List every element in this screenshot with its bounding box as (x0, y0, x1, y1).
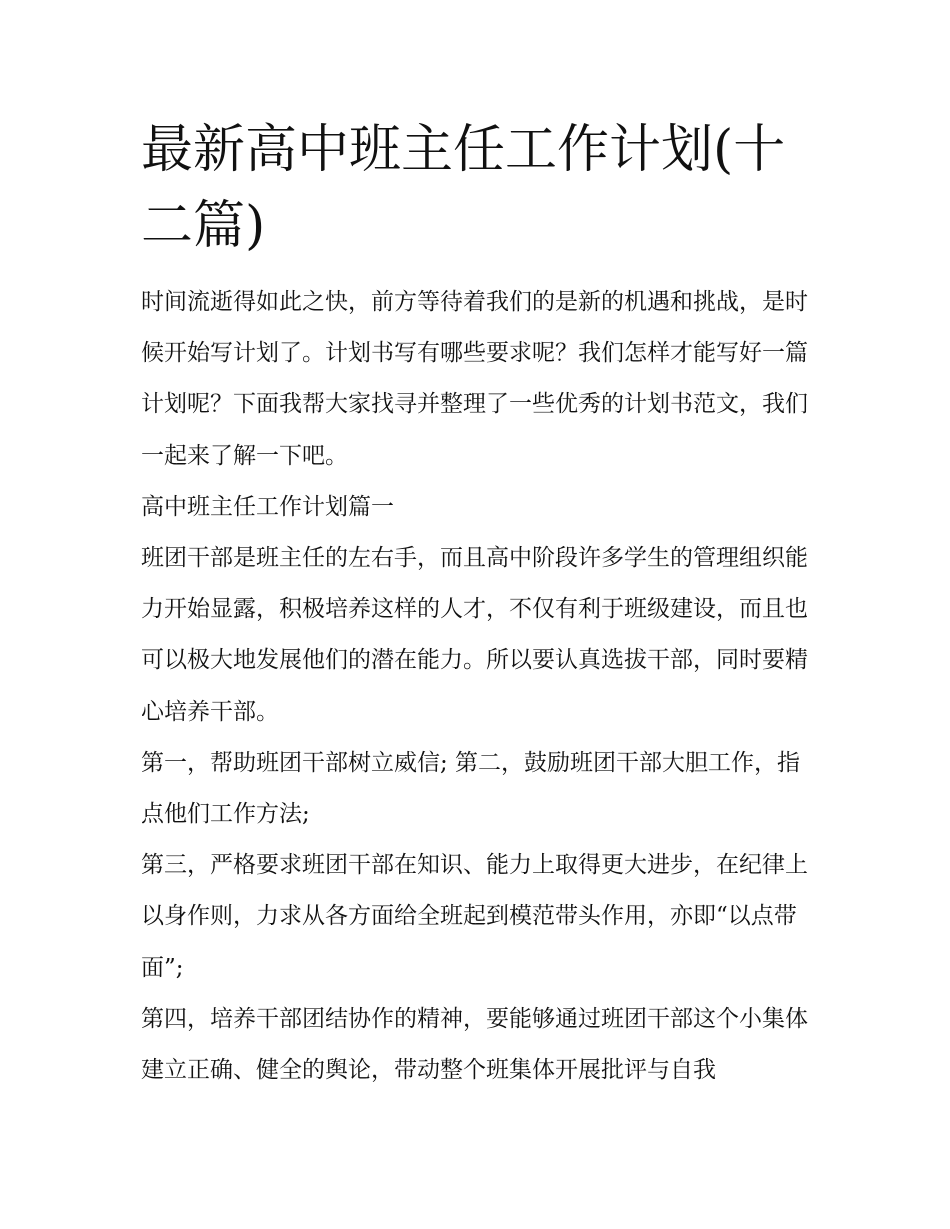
document-body (141, 277, 817, 1096)
document-title: 最新高中班主任工作计划(十二篇) (141, 120, 786, 256)
intro-paragraph: 时间流逝得如此之快，前方等待着我们的是新的机遇和挑战，是时候开始写计划了。计划书写有哪些要求呢？我们怎样才能写好一篇计划呢？下面我帮大家找寻并整理了一些优秀的计划书范文，我们一起来了解一下吧。 (141, 289, 808, 469)
body-paragraph: 第一，帮助班团干部树立威信; 第二，鼓励班团干部大胆工作，指点他们工作方法; (141, 749, 801, 828)
body-paragraph: 班团干部是班主任的左右手，而且高中阶段许多学生的管理组织能力开始显露，积极培养这样的人才，不仅有利于班级建设，而且也可以极大地发展他们的潜在能力。所以要认真选拔干部，同时要精心培养干部。 (141, 545, 808, 725)
body-paragraph: 第四，培养干部团结协作的精神，要能够通过班团干部这个小集体建立正确、健全的舆论，带动整个班集体开展批评与自我 (141, 1005, 808, 1084)
section-heading: 高中班主任工作计划篇一 (141, 493, 394, 520)
body-paragraph: 第三，严格要求班团干部在知识、能力上取得更大进步，在纪律上以身作则，力求从各方面给全班起到模范带头作用，亦即“以点带面”; (141, 852, 808, 981)
